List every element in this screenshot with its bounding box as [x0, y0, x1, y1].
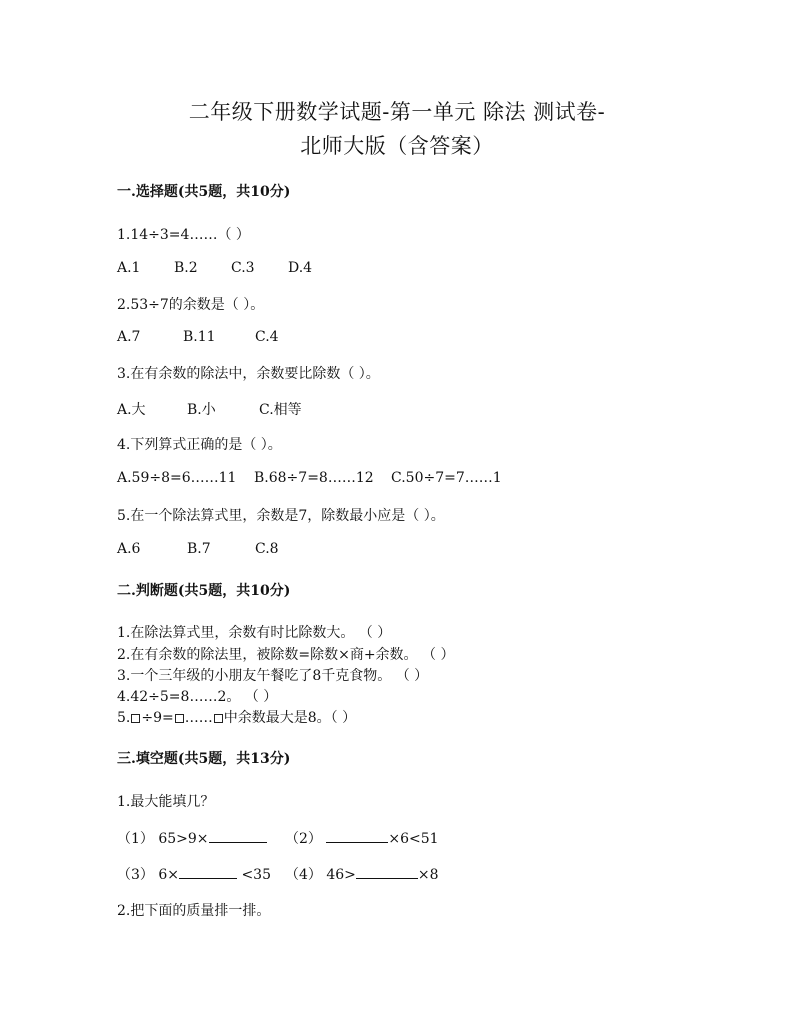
option: A.大 [117, 402, 146, 418]
option: C.3 [231, 260, 255, 276]
judgement-item: 4.42÷5=8……2。 （ ） [117, 689, 278, 705]
option: A.1 [117, 260, 141, 276]
fill-text: （1） 65>9× [117, 831, 209, 847]
fill-item [117, 864, 271, 884]
question-text: 1.最大能填几？ [117, 794, 215, 810]
item-text: 中余数最大是8。（ ） [223, 710, 357, 726]
option: A.7 [117, 329, 141, 345]
question-text: 5.在一个除法算式里，余数是7，除数最小应是（ ）。 [117, 508, 445, 524]
option: B.2 [174, 260, 198, 276]
judgement-item [117, 707, 356, 727]
option: A.59÷8=6……11 [117, 470, 237, 486]
document-title-line2: 北师大版（含答案） [300, 134, 494, 158]
judgement-item: 1.在除法算式里，余数有时比除数大。 （ ） [117, 625, 392, 641]
option: B.小 [187, 402, 216, 418]
option: A.6 [117, 541, 141, 557]
answer-blank[interactable] [209, 828, 267, 843]
option: D.4 [288, 260, 313, 276]
fill-item [285, 828, 439, 848]
fill-text: （3） 6× [117, 867, 179, 883]
fill-text: ×6<51 [388, 831, 439, 847]
option: C.50÷7=7……1 [391, 470, 502, 486]
item-text: ÷9= [141, 710, 174, 726]
question-text: 4.下列算式正确的是（ ）。 [117, 437, 282, 453]
option: B.68÷7=8……12 [254, 470, 374, 486]
section-heading-judgement: 二.判断题(共5题，共10分) [117, 583, 291, 599]
box-symbol [131, 714, 140, 723]
box-symbol [214, 714, 223, 723]
question-text: 2.53÷7的余数是（ ）。 [117, 297, 265, 313]
section-heading-choice: 一.选择题(共5题，共10分) [117, 184, 291, 200]
item-text: …… [184, 710, 213, 726]
question-text: 2.把下面的质量排一排。 [117, 903, 271, 919]
fill-item [117, 828, 267, 848]
option: C.8 [255, 541, 279, 557]
item-number: 5. [117, 710, 131, 726]
question-text: 1.14÷3=4……（ ） [117, 227, 250, 243]
answer-blank[interactable] [326, 828, 388, 843]
judgement-item: 3.一个三年级的小朋友午餐吃了8千克食物。 （ ） [117, 668, 429, 684]
document-title-line1: 二年级下册数学试题-第一单元 除法 测试卷- [188, 100, 606, 124]
answer-blank[interactable] [179, 864, 237, 879]
option: B.7 [187, 541, 211, 557]
fill-text: （4） 46> [285, 867, 356, 883]
option: C.相等 [259, 402, 302, 418]
answer-blank[interactable] [356, 864, 418, 879]
fill-item [285, 864, 439, 884]
fill-text: ×8 [417, 867, 439, 883]
option: B.11 [183, 329, 216, 345]
question-text: 3.在有余数的除法中，余数要比除数（ ）。 [117, 366, 380, 382]
section-heading-fill: 三.填空题(共5题，共13分) [117, 751, 291, 767]
fill-text: （2） [285, 831, 322, 847]
judgement-item: 2.在有余数的除法里，被除数=除数×商+余数。 （ ） [117, 647, 455, 663]
option: C.4 [255, 329, 279, 345]
box-symbol [175, 714, 184, 723]
fill-text: <35 [241, 867, 271, 883]
